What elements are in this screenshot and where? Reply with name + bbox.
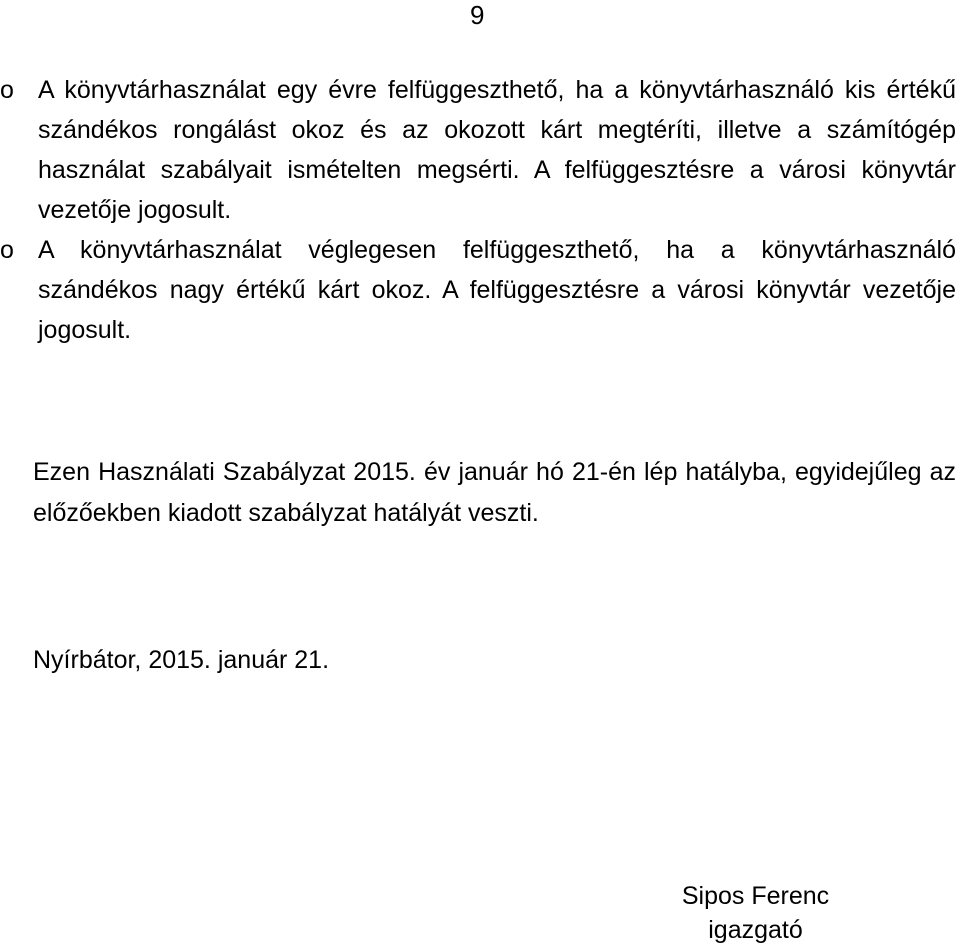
signatory-name: Sipos Ferenc	[681, 882, 830, 910]
list-item	[0, 70, 960, 230]
place-and-date: Nyírbátor, 2015. január 21.	[33, 646, 330, 674]
rules-list	[0, 70, 960, 350]
rule-text-annual-suspension: A könyvtárhasználat egy évre felfüggeszthető, ha a könyvtárhasználó kis értékű szándékos rongálást okoz és az okozott kárt megtéríti, illetve a számítógép használat szabályait ismételten megsérti. A felfüggesztésre a városi könyvtár vezetője jogosult.	[38, 76, 956, 224]
list-item	[0, 230, 960, 350]
page-number: 9	[470, 0, 485, 30]
signature-block	[668, 879, 843, 947]
bullet-marker: o	[0, 236, 14, 264]
signatory-title: igazgató	[708, 916, 803, 944]
bullet-marker: o	[0, 76, 14, 104]
rule-text-permanent-suspension: A könyvtárhasználat véglegesen felfüggeszthető, ha a könyvtárhasználó szándékos nagy értékű kárt okoz. A felfüggesztésre a városi könyvtár vezetője jogosult.	[38, 236, 956, 344]
effective-date-statement: Ezen Használati Szabályzat 2015. év január hó 21-én lép hatályba, egyidejűleg az előzőekben kiadott szabályzat hatályát veszti.	[33, 458, 956, 527]
